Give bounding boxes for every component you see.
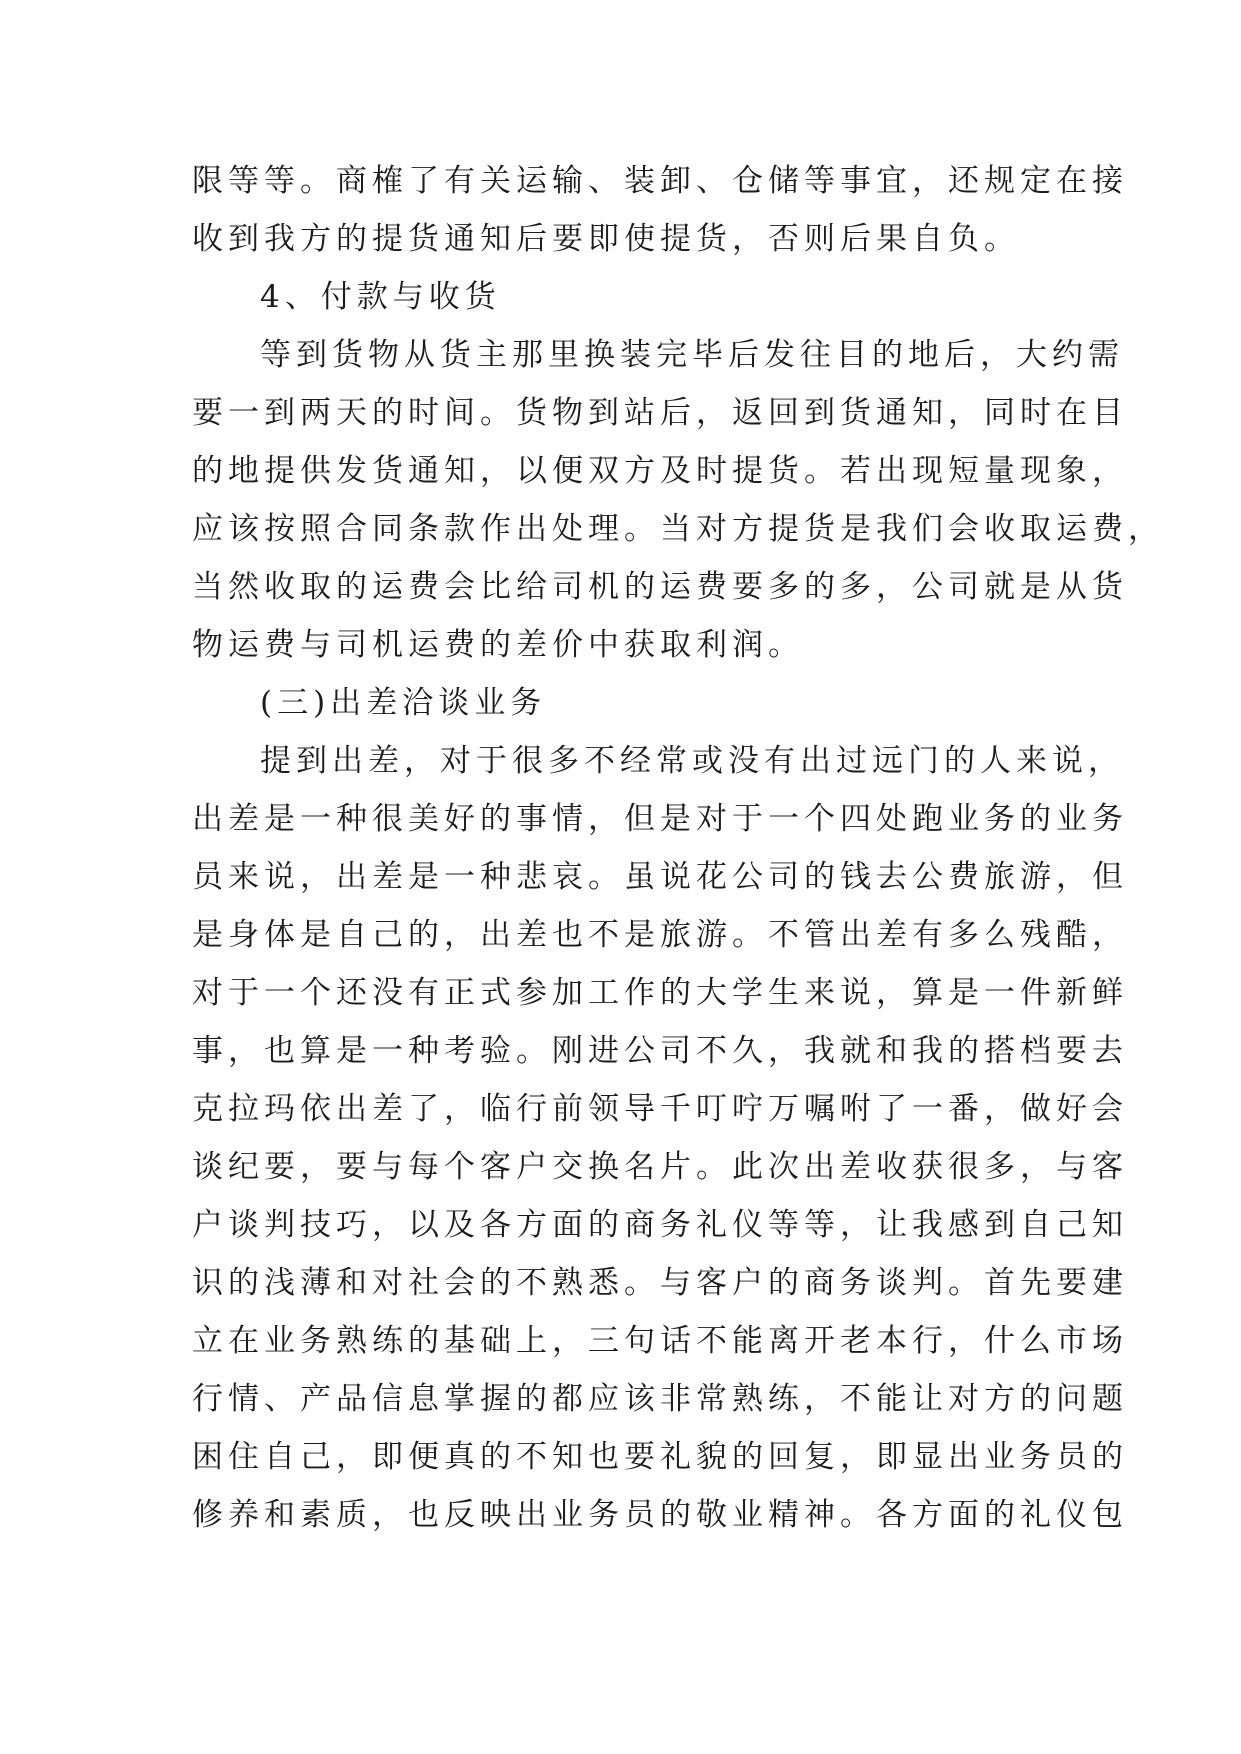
text-line: 对于一个还没有正式参加工作的大学生来说，算是一件新鲜 (192, 975, 1128, 1011)
text-line: 户谈判技巧，以及各方面的商务礼仪等等，让我感到自己知 (192, 1207, 1128, 1243)
text-line: 识的浅薄和对社会的不熟悉。与客户的商务谈判。首先要建 (192, 1265, 1128, 1301)
text-line: 收到我方的提货通知后要即使提货，否则后果自负。 (192, 221, 1020, 257)
text-line: 出差是一种很美好的事情，但是对于一个四处跑业务的业务 (192, 801, 1128, 837)
text-line: 员来说，出差是一种悲哀。虽说花公司的钱去公费旅游，但 (192, 859, 1128, 895)
text-line: 的地提供发货通知，以便双方及时提货。若出现短量现象， (192, 453, 1128, 489)
text-line: 行情、产品信息掌握的都应该非常熟练，不能让对方的问题 (192, 1381, 1128, 1417)
text-line: 当然收取的运费会比给司机的运费要多的多，公司就是从货 (192, 569, 1128, 605)
text-line: 要一到两天的时间。货物到站后，返回到货通知，同时在目 (192, 395, 1128, 431)
text-line: 提到出差，对于很多不经常或没有出过远门的人来说， (260, 743, 1124, 779)
text-line: 物运费与司机运费的差价中获取利润。 (192, 627, 804, 663)
text-line: 应该按照合同条款作出处理。当对方提货是我们会收取运费， (192, 511, 1164, 547)
text-line: 克拉玛依出差了，临行前领导千叮咛万嘱咐了一番，做好会 (192, 1091, 1128, 1127)
text-line: 事，也算是一种考验。刚进公司不久，我就和我的搭档要去 (192, 1033, 1128, 1069)
text-line: (三)出差洽谈业务 (260, 685, 547, 721)
document-body (192, 152, 1164, 1544)
text-line: 4、付款与收货 (260, 279, 501, 315)
text-line: 等到货物从货主那里换装完毕后发往目的地后，大约需 (260, 337, 1124, 373)
text-line: 是身体是自己的，出差也不是旅游。不管出差有多么残酷， (192, 917, 1128, 953)
text-line: 修养和素质，也反映出业务员的敬业精神。各方面的礼仪包 (192, 1497, 1128, 1533)
text-line: 谈纪要，要与每个客户交换名片。此次出差收获很多，与客 (192, 1149, 1128, 1185)
text-line: 立在业务熟练的基础上，三句话不能离开老本行，什么市场 (192, 1323, 1128, 1359)
text-line: 困住自己，即便真的不知也要礼貌的回复，即显出业务员的 (192, 1439, 1128, 1475)
text-line: 限等等。商榷了有关运输、装卸、仓储等事宜，还规定在接 (192, 163, 1128, 199)
